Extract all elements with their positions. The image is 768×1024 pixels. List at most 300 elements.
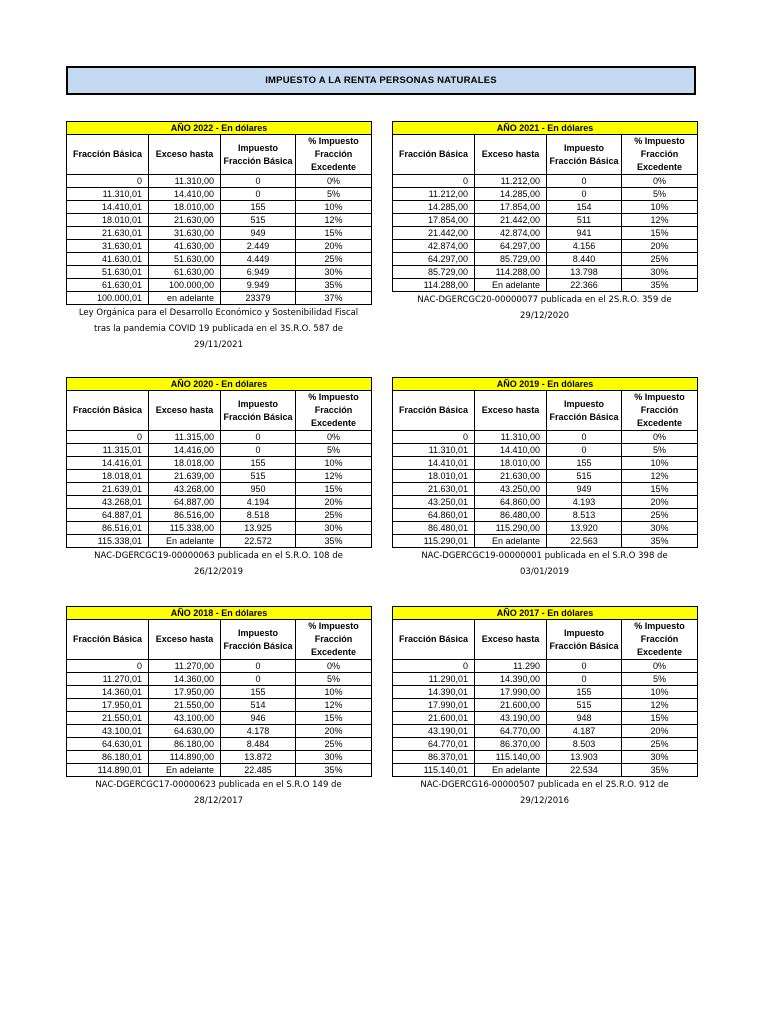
table-cell: 25% xyxy=(296,738,372,751)
table-cell: 0 xyxy=(393,660,475,673)
table-cell: 18.018,01 xyxy=(67,470,149,483)
table-cell: 0 xyxy=(67,660,149,673)
table-cell: 10% xyxy=(622,457,698,470)
table-cell: 21.630,01 xyxy=(67,227,149,240)
year-header: AÑO 2019 - En dólares xyxy=(393,378,698,391)
table-cell: 5% xyxy=(296,188,372,201)
table-row xyxy=(67,522,372,535)
table-cell: 0 xyxy=(67,175,149,188)
table-cell: 18.010,01 xyxy=(67,214,149,227)
table-cell: 35% xyxy=(296,279,372,292)
table-cell: en adelante xyxy=(149,292,221,305)
table-cell: 10% xyxy=(296,686,372,699)
table-cell: 14.416,00 xyxy=(149,444,221,457)
table-cell: 35% xyxy=(296,764,372,777)
table-row xyxy=(393,201,698,214)
table-cell: 43.100,00 xyxy=(149,712,221,725)
table-cell: 20% xyxy=(622,240,698,253)
table-cell: 51.630,01 xyxy=(67,266,149,279)
table-cell: 21.639,01 xyxy=(67,483,149,496)
table-cell: 35% xyxy=(622,764,698,777)
table-cell: 11.310,00 xyxy=(149,175,221,188)
table-cell: 86.516,00 xyxy=(149,509,221,522)
column-header: % Impuesto Fracción Excedente xyxy=(296,391,372,431)
table-cell: 21.442,00 xyxy=(393,227,475,240)
table-cell: 41.630,00 xyxy=(149,240,221,253)
tax-table-block xyxy=(392,606,697,809)
table-cell: 25% xyxy=(296,253,372,266)
table-cell: 86.480,01 xyxy=(393,522,475,535)
table-cell: 155 xyxy=(221,457,296,470)
table-row xyxy=(393,712,698,725)
column-header: Fracción Básica xyxy=(393,391,475,431)
table-cell: 41.630,01 xyxy=(67,253,149,266)
table-cell: En adelante xyxy=(475,535,547,548)
table-cell: 941 xyxy=(547,227,622,240)
source-note-line: NAC-DGERCGC20-00000077 publicada en el 2S.R.O. 359 de xyxy=(417,295,672,305)
tax-table xyxy=(66,606,372,777)
source-note-line: NAC-DGERCG16-00000507 publicada en el 2S.R.O. 912 de xyxy=(420,780,669,790)
table-row xyxy=(67,457,372,470)
source-note-line: 26/12/2019 xyxy=(194,567,243,577)
table-cell: 0 xyxy=(393,175,475,188)
table-cell: 100.000,00 xyxy=(149,279,221,292)
column-header: Fracción Básica xyxy=(393,135,475,175)
table-row xyxy=(67,201,372,214)
source-note-line: 29/12/2016 xyxy=(520,796,569,806)
table-cell: 0 xyxy=(547,660,622,673)
table-row xyxy=(67,725,372,738)
table-row xyxy=(393,751,698,764)
table-cell: 10% xyxy=(296,201,372,214)
table-row xyxy=(67,660,372,673)
table-cell: 21.630,00 xyxy=(475,470,547,483)
table-row xyxy=(393,279,698,292)
table-cell: 114.288,00 xyxy=(475,266,547,279)
table-cell: 6.949 xyxy=(221,266,296,279)
table-cell: 18.018,00 xyxy=(149,457,221,470)
table-cell: En adelante xyxy=(149,535,221,548)
table-cell: 115.290,00 xyxy=(475,522,547,535)
tax-table xyxy=(392,377,698,548)
table-cell: 15% xyxy=(296,227,372,240)
table-cell: 11.310,01 xyxy=(393,444,475,457)
table-row xyxy=(67,751,372,764)
table-row xyxy=(67,483,372,496)
table-cell: 11.310,00 xyxy=(475,431,547,444)
table-cell: 155 xyxy=(221,201,296,214)
table-cell: 51.630,00 xyxy=(149,253,221,266)
table-cell: 4.187 xyxy=(547,725,622,738)
table-cell: 17.854,00 xyxy=(475,201,547,214)
table-cell: 20% xyxy=(296,725,372,738)
year-header: AÑO 2022 - En dólares xyxy=(67,122,372,135)
table-cell: 64.630,00 xyxy=(149,725,221,738)
table-row xyxy=(393,444,698,457)
table-cell: 14.285,00 xyxy=(475,188,547,201)
column-header: Impuesto Fracción Básica xyxy=(547,391,622,431)
table-cell: 17.950,00 xyxy=(149,686,221,699)
table-cell: 22.572 xyxy=(221,535,296,548)
column-header: % Impuesto Fracción Excedente xyxy=(296,135,372,175)
table-cell: 43.250,00 xyxy=(475,483,547,496)
table-cell: 114.288,00 xyxy=(393,279,475,292)
source-note xyxy=(392,777,697,809)
table-row xyxy=(393,764,698,777)
table-cell: 13.925 xyxy=(221,522,296,535)
table-cell: 30% xyxy=(296,522,372,535)
table-cell: 37% xyxy=(296,292,372,305)
table-cell: 10% xyxy=(296,457,372,470)
table-cell: En adelante xyxy=(475,764,547,777)
tax-table xyxy=(66,377,372,548)
table-cell: 18.010,01 xyxy=(393,470,475,483)
table-row xyxy=(393,266,698,279)
table-cell: 11.315,00 xyxy=(149,431,221,444)
column-header: Fracción Básica xyxy=(67,391,149,431)
table-row xyxy=(67,738,372,751)
table-cell: 11.212,00 xyxy=(475,175,547,188)
table-cell: 31.630,01 xyxy=(67,240,149,253)
table-cell: 64.860,01 xyxy=(393,509,475,522)
table-cell: 21.630,00 xyxy=(149,214,221,227)
table-cell: 0% xyxy=(296,431,372,444)
column-header: Fracción Básica xyxy=(67,620,149,660)
table-cell: 85.729,00 xyxy=(475,253,547,266)
table-row xyxy=(393,188,698,201)
table-cell: 18.010,00 xyxy=(149,201,221,214)
table-cell: 8.484 xyxy=(221,738,296,751)
table-cell: 20% xyxy=(622,496,698,509)
table-cell: 154 xyxy=(547,201,622,214)
table-cell: 950 xyxy=(221,483,296,496)
table-cell: 22.534 xyxy=(547,764,622,777)
table-cell: 12% xyxy=(296,470,372,483)
column-header: Fracción Básica xyxy=(393,620,475,660)
source-note-line: Ley Orgánica para el Desarrollo Económico y Sostenibilidad Fiscal xyxy=(78,308,359,318)
table-row xyxy=(67,712,372,725)
table-cell: 0 xyxy=(221,660,296,673)
table-cell: 14.390,00 xyxy=(475,673,547,686)
table-cell: 14.410,01 xyxy=(393,457,475,470)
table-cell: 0% xyxy=(622,660,698,673)
table-cell: 86.370,00 xyxy=(475,738,547,751)
table-cell: 85.729,00 xyxy=(393,266,475,279)
table-cell: 22.563 xyxy=(547,535,622,548)
table-cell: 12% xyxy=(296,699,372,712)
table-row xyxy=(393,509,698,522)
table-cell: 13.903 xyxy=(547,751,622,764)
table-cell: 25% xyxy=(622,738,698,751)
table-cell: 11.270,00 xyxy=(149,660,221,673)
table-row xyxy=(67,188,372,201)
source-note xyxy=(66,305,371,353)
table-cell: 64.887,00 xyxy=(149,496,221,509)
table-cell: 12% xyxy=(622,214,698,227)
table-cell: 64.887,01 xyxy=(67,509,149,522)
table-cell: 14.410,01 xyxy=(67,201,149,214)
tax-table-block xyxy=(66,377,371,580)
table-cell: 86.180,00 xyxy=(149,738,221,751)
table-cell: 946 xyxy=(221,712,296,725)
column-header: Impuesto Fracción Básica xyxy=(221,620,296,660)
table-row xyxy=(67,444,372,457)
table-cell: 64.770,01 xyxy=(393,738,475,751)
table-cell: 8.513 xyxy=(547,509,622,522)
table-cell: 17.990,00 xyxy=(475,686,547,699)
table-cell: 0% xyxy=(622,431,698,444)
table-cell: 4.156 xyxy=(547,240,622,253)
table-row xyxy=(393,522,698,535)
page-title: IMPUESTO A LA RENTA PERSONAS NATURALES xyxy=(66,66,696,95)
table-cell: 12% xyxy=(622,470,698,483)
table-cell: 61.630,01 xyxy=(67,279,149,292)
table-cell: 0 xyxy=(547,673,622,686)
source-note xyxy=(66,777,371,809)
table-cell: 15% xyxy=(622,227,698,240)
table-cell: 13.872 xyxy=(221,751,296,764)
table-cell: 155 xyxy=(547,457,622,470)
table-cell: 25% xyxy=(622,509,698,522)
table-row xyxy=(393,660,698,673)
table-cell: 14.416,01 xyxy=(67,457,149,470)
table-cell: 115.140,00 xyxy=(475,751,547,764)
table-cell: 10% xyxy=(622,686,698,699)
table-cell: 5% xyxy=(622,444,698,457)
table-row xyxy=(67,470,372,483)
table-cell: 4.194 xyxy=(221,496,296,509)
table-cell: 155 xyxy=(547,686,622,699)
table-cell: 64.297,00 xyxy=(475,240,547,253)
table-row xyxy=(393,457,698,470)
table-cell: 0 xyxy=(221,431,296,444)
table-cell: 64.630,01 xyxy=(67,738,149,751)
table-cell: 0 xyxy=(547,188,622,201)
table-cell: 511 xyxy=(547,214,622,227)
source-note xyxy=(392,548,697,580)
table-cell: 115.140,01 xyxy=(393,764,475,777)
table-cell: 14.360,01 xyxy=(67,686,149,699)
column-header: Impuesto Fracción Básica xyxy=(547,135,622,175)
table-cell: 20% xyxy=(622,725,698,738)
table-cell: 0 xyxy=(547,444,622,457)
table-cell: 64.297,00 xyxy=(393,253,475,266)
table-cell: 43.250,01 xyxy=(393,496,475,509)
table-cell: 0 xyxy=(547,175,622,188)
column-header: % Impuesto Fracción Excedente xyxy=(296,620,372,660)
table-cell: 0 xyxy=(221,175,296,188)
table-row xyxy=(67,686,372,699)
tax-table xyxy=(392,121,698,292)
table-cell: 115.338,01 xyxy=(67,535,149,548)
tax-table-block xyxy=(392,377,697,580)
table-cell: 43.190,01 xyxy=(393,725,475,738)
table-cell: 514 xyxy=(221,699,296,712)
table-cell: 949 xyxy=(221,227,296,240)
table-cell: 5% xyxy=(296,673,372,686)
source-note-line: 28/12/2017 xyxy=(194,796,243,806)
table-row xyxy=(393,725,698,738)
table-row xyxy=(67,266,372,279)
table-row xyxy=(393,535,698,548)
table-cell: 86.480,00 xyxy=(475,509,547,522)
source-note xyxy=(392,292,697,324)
table-cell: 35% xyxy=(622,279,698,292)
table-cell: 21.600,00 xyxy=(475,699,547,712)
table-cell: 30% xyxy=(622,751,698,764)
source-note-line: 29/11/2021 xyxy=(194,340,243,350)
table-cell: 5% xyxy=(622,673,698,686)
source-note-line: NAC-DGERCGC19-00000001 publicada en el S.R.O 398 de xyxy=(421,551,668,561)
table-cell: 14.360,00 xyxy=(149,673,221,686)
table-cell: 14.285,00 xyxy=(393,201,475,214)
column-header: Impuesto Fracción Básica xyxy=(221,135,296,175)
table-cell: 14.410,00 xyxy=(475,444,547,457)
column-header: % Impuesto Fracción Excedente xyxy=(622,135,698,175)
table-cell: 0 xyxy=(221,673,296,686)
table-cell: 0 xyxy=(393,431,475,444)
table-cell: 5% xyxy=(296,444,372,457)
table-cell: En adelante xyxy=(149,764,221,777)
table-cell: 115.338,00 xyxy=(149,522,221,535)
table-cell: 86.516,01 xyxy=(67,522,149,535)
tax-table xyxy=(66,121,372,305)
table-row xyxy=(393,227,698,240)
column-header: % Impuesto Fracción Excedente xyxy=(622,391,698,431)
table-cell: 21.442,00 xyxy=(475,214,547,227)
table-row xyxy=(67,279,372,292)
table-cell: 2.449 xyxy=(221,240,296,253)
tax-table-block xyxy=(392,121,697,324)
table-cell: 15% xyxy=(296,483,372,496)
table-cell: 948 xyxy=(547,712,622,725)
table-cell: 11.315,01 xyxy=(67,444,149,457)
table-cell: 949 xyxy=(547,483,622,496)
table-cell: 43.190,00 xyxy=(475,712,547,725)
table-cell: 114.890,00 xyxy=(149,751,221,764)
table-cell: 42.874,00 xyxy=(475,227,547,240)
table-cell: 17.950,01 xyxy=(67,699,149,712)
table-cell: 515 xyxy=(547,699,622,712)
source-note-line: 03/01/2019 xyxy=(520,567,569,577)
year-header: AÑO 2021 - En dólares xyxy=(393,122,698,135)
table-cell: 515 xyxy=(221,214,296,227)
table-cell: 20% xyxy=(296,496,372,509)
column-header: Exceso hasta xyxy=(149,620,221,660)
table-cell: 11.310,01 xyxy=(67,188,149,201)
table-cell: 35% xyxy=(622,535,698,548)
table-cell: 22.366 xyxy=(547,279,622,292)
source-note-line: NAC-DGERCGC19-00000063 publicada en el S.R.O. 108 de xyxy=(94,551,343,561)
table-cell: 0 xyxy=(67,431,149,444)
table-cell: 15% xyxy=(622,483,698,496)
table-row xyxy=(393,686,698,699)
table-cell: 30% xyxy=(622,266,698,279)
table-cell: 31.630,00 xyxy=(149,227,221,240)
table-cell: 17.990,01 xyxy=(393,699,475,712)
table-cell: 8.518 xyxy=(221,509,296,522)
table-row xyxy=(67,496,372,509)
table-row xyxy=(393,214,698,227)
table-cell: 4.178 xyxy=(221,725,296,738)
source-note-line: 29/12/2020 xyxy=(520,311,569,321)
table-cell: 23379 xyxy=(221,292,296,305)
table-cell: 8.503 xyxy=(547,738,622,751)
table-cell: 30% xyxy=(622,522,698,535)
table-row xyxy=(393,253,698,266)
table-row xyxy=(67,292,372,305)
year-header: AÑO 2020 - En dólares xyxy=(67,378,372,391)
table-cell: 0% xyxy=(296,660,372,673)
table-cell: 25% xyxy=(296,509,372,522)
column-header: Exceso hasta xyxy=(475,620,547,660)
table-row xyxy=(67,214,372,227)
table-cell: 11.212,00 xyxy=(393,188,475,201)
table-cell: 30% xyxy=(296,751,372,764)
table-cell: 25% xyxy=(622,253,698,266)
table-cell: 21.550,00 xyxy=(149,699,221,712)
table-row xyxy=(393,431,698,444)
table-cell: 13.920 xyxy=(547,522,622,535)
table-cell: 30% xyxy=(296,266,372,279)
table-row xyxy=(393,470,698,483)
table-cell: 8.440 xyxy=(547,253,622,266)
table-cell: 11.270,01 xyxy=(67,673,149,686)
table-row xyxy=(67,673,372,686)
table-cell: 22.485 xyxy=(221,764,296,777)
table-row xyxy=(393,175,698,188)
table-cell: 10% xyxy=(622,201,698,214)
table-cell: 0% xyxy=(296,175,372,188)
table-cell: 43.268,00 xyxy=(149,483,221,496)
column-header: Impuesto Fracción Básica xyxy=(221,391,296,431)
table-row xyxy=(393,673,698,686)
table-cell: 15% xyxy=(622,712,698,725)
table-cell: 14.390,01 xyxy=(393,686,475,699)
table-cell: 64.860,00 xyxy=(475,496,547,509)
table-cell: 12% xyxy=(622,699,698,712)
table-cell: 20% xyxy=(296,240,372,253)
table-cell: 86.370,01 xyxy=(393,751,475,764)
table-cell: 11.290,01 xyxy=(393,673,475,686)
table-cell: 5% xyxy=(622,188,698,201)
table-cell: 11.290 xyxy=(475,660,547,673)
column-header: Exceso hasta xyxy=(149,135,221,175)
tax-table-block xyxy=(66,121,371,353)
year-header: AÑO 2018 - En dólares xyxy=(67,607,372,620)
table-cell: 43.100,01 xyxy=(67,725,149,738)
table-row xyxy=(67,509,372,522)
table-cell: 0 xyxy=(547,431,622,444)
table-cell: 35% xyxy=(296,535,372,548)
table-cell: 18.010,00 xyxy=(475,457,547,470)
table-cell: 21.550,01 xyxy=(67,712,149,725)
table-cell: 515 xyxy=(547,470,622,483)
table-cell: 64.770,00 xyxy=(475,725,547,738)
table-cell: 21.600,01 xyxy=(393,712,475,725)
column-header: Impuesto Fracción Básica xyxy=(547,620,622,660)
table-row xyxy=(393,496,698,509)
table-row xyxy=(67,227,372,240)
source-note-line: NAC-DGERCGC17-00000623 publicada en el S.R.O 149 de xyxy=(95,780,342,790)
table-cell: 4.449 xyxy=(221,253,296,266)
table-cell: 0 xyxy=(221,444,296,457)
table-row xyxy=(67,535,372,548)
table-row xyxy=(67,699,372,712)
table-cell: 100.000,01 xyxy=(67,292,149,305)
table-cell: 43.268,01 xyxy=(67,496,149,509)
table-cell: 12% xyxy=(296,214,372,227)
